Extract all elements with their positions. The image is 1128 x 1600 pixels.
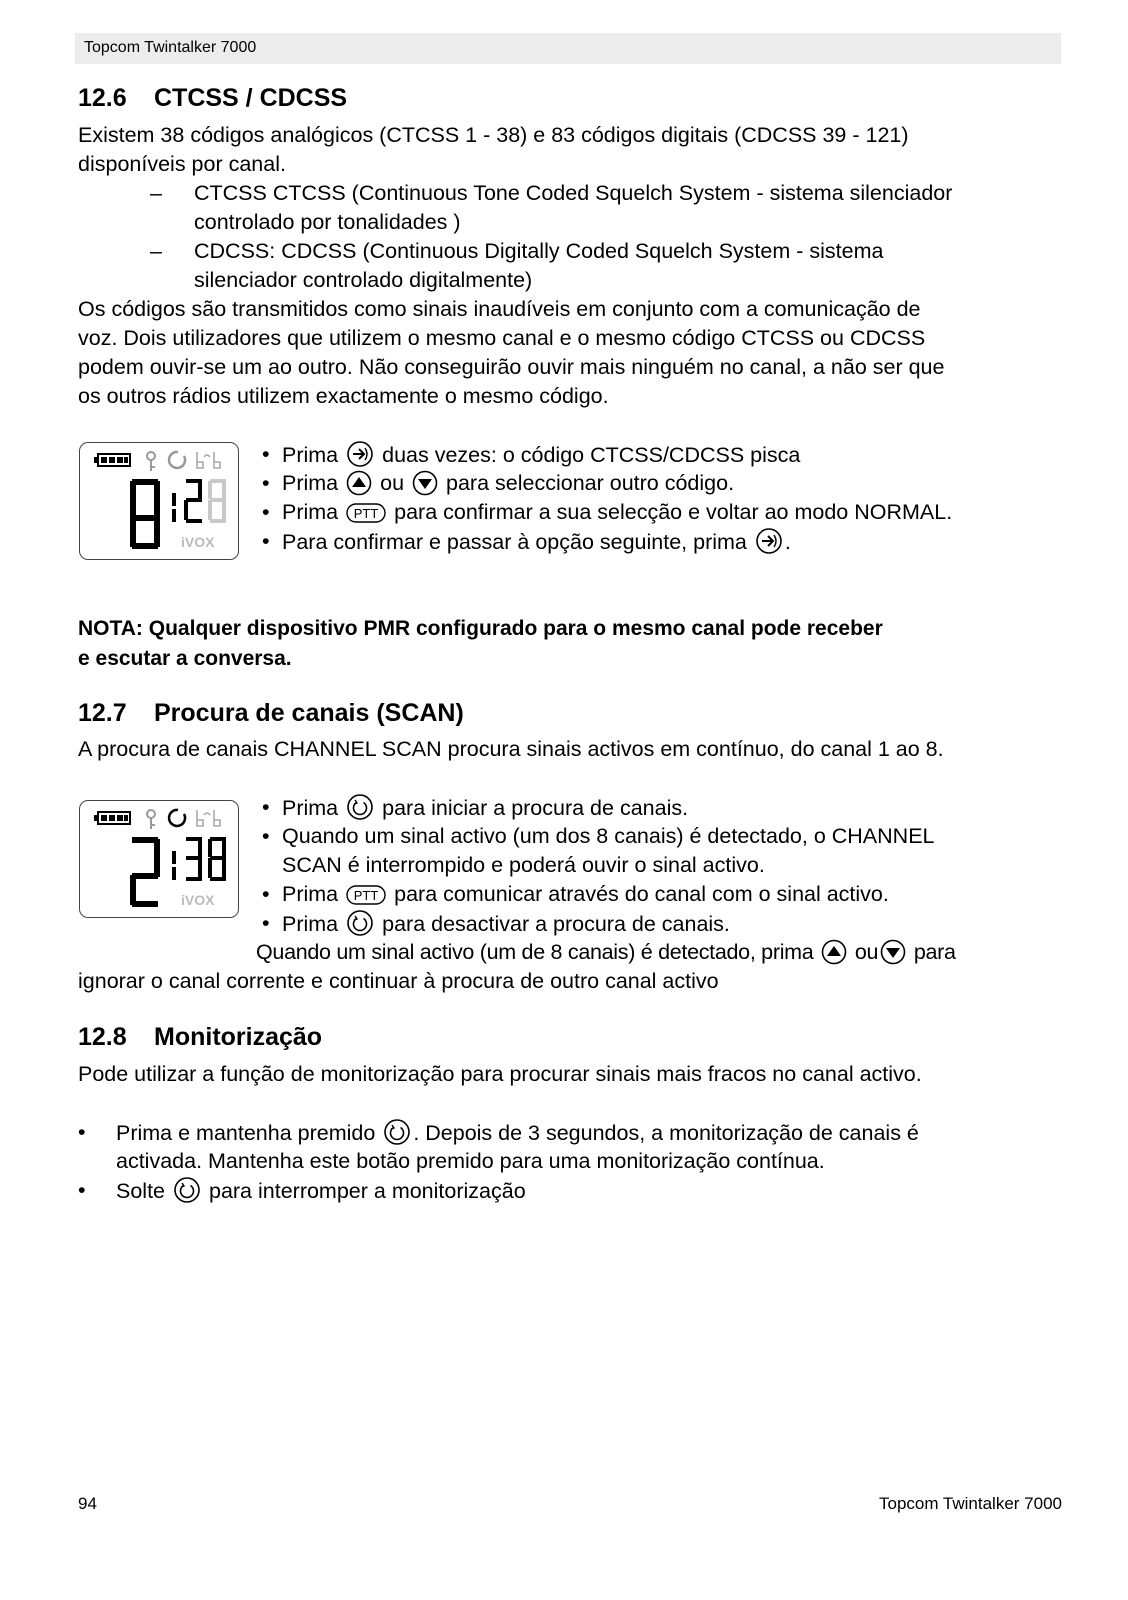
dash-text: controlado por tonalidades )	[194, 210, 461, 234]
item-text: para seleccionar outro código.	[446, 471, 735, 495]
section-heading-12-6	[78, 84, 347, 113]
para-line-3: podem ouvir-se um ao outro. Não conseguirão ouvir mais ninguém no canal, a não ser que	[78, 355, 945, 379]
bullet-marker: •	[262, 471, 270, 495]
item-text: Solte	[116, 1179, 166, 1203]
page-number: 94	[78, 1494, 97, 1513]
section-heading-12-8	[78, 1023, 322, 1052]
battery-icon	[94, 812, 130, 824]
scan-tail-line-1	[256, 938, 956, 968]
vox-label: iVOX	[181, 892, 215, 908]
scan-tail-line-2: ignorar o canal corrente e continuar à procura de outro canal activo	[78, 969, 719, 993]
item-text: Prima	[282, 471, 339, 495]
item-text: duas vezes: o código CTCSS/CDCSS pisca	[382, 443, 801, 467]
note-line-1: NOTA: Qualquer dispositivo PMR configurado para o mesmo canal pode receber	[78, 617, 883, 640]
item-text: activada. Mantenha este botão premido para uma monitorização contínua.	[116, 1149, 825, 1173]
key-lock-icon	[147, 810, 155, 829]
dash-text: silenciador controlado digitalmente)	[194, 268, 533, 292]
bullet-marker: •	[262, 824, 270, 848]
tail-text: para	[913, 940, 956, 964]
note-line-2: e escutar a conversa.	[78, 647, 292, 670]
bullet-marker: •	[78, 1178, 86, 1202]
menu-button-icon	[755, 527, 783, 555]
intro-line-1: Existem 38 códigos analógicos (CTCSS 1 - 38) e 83 códigos digitais (CDCSS 39 - 121)	[78, 123, 909, 147]
bullet-marker: •	[262, 529, 270, 553]
item-text: para desactivar a procura de canais.	[382, 912, 730, 936]
intro-line-2: disponíveis por canal.	[78, 152, 286, 176]
tail-text: ou	[854, 940, 879, 964]
para-line-4: os outros rádios utilizem exactamente o mesmo código.	[78, 384, 609, 408]
ptt-button-icon	[346, 501, 386, 525]
para-line-2: voz. Dois utilizadores que utilizem o mesmo canal e o mesmo código CTCSS ou CDCSS	[78, 326, 926, 350]
header-title: Topcom Twintalker 7000	[84, 39, 257, 56]
down-button-icon	[880, 939, 906, 965]
key-lock-icon	[147, 452, 155, 471]
item-text: SCAN é interrompido e poderá ouvir o sinal activo.	[282, 853, 765, 877]
item-text: Quando um sinal activo (um dos 8 canais) é detectado, o CHANNEL	[282, 824, 935, 848]
section-number: 12.6	[78, 84, 127, 112]
lcd-display-ctcss	[79, 442, 239, 560]
vox-label: iVOX	[181, 534, 215, 550]
dual-watch-icon	[197, 810, 220, 826]
item-text: Prima e mantenha premido	[116, 1121, 376, 1145]
para-line-1: Os códigos são transmitidos como sinais inaudíveis em conjunto com a comunicação de	[78, 297, 921, 321]
dash-marker: –	[150, 181, 162, 205]
scan-button-icon	[173, 1176, 201, 1204]
item-text: Prima	[282, 882, 339, 906]
code-digit-dim	[208, 479, 226, 523]
code-digits	[172, 837, 226, 881]
lcd-display-scan	[79, 800, 239, 918]
svg-text:PTT: PTT	[353, 506, 379, 521]
item-text: Prima	[282, 796, 339, 820]
footer-title: Topcom Twintalker 7000	[878, 1494, 1062, 1513]
section-number: 12.8	[78, 1023, 127, 1051]
bullet-marker: •	[262, 442, 270, 466]
item-text: para interromper a monitorização	[208, 1179, 526, 1203]
bullet-marker: •	[262, 911, 270, 935]
item-text: para iniciar a procura de canais.	[382, 796, 689, 820]
scan-button-icon	[383, 1118, 411, 1146]
item-text: ou	[380, 471, 405, 495]
running-header	[75, 33, 1061, 64]
up-button-icon	[821, 939, 847, 965]
section-title: Procura de canais (SCAN)	[154, 699, 464, 727]
item-text: Prima	[282, 912, 339, 936]
menu-button-icon	[346, 440, 374, 468]
scan-icon	[169, 810, 185, 826]
section-title: Monitorização	[154, 1023, 323, 1051]
bullet-marker: •	[262, 500, 270, 524]
section-title: CTCSS / CDCSS	[154, 84, 348, 112]
code-digits	[172, 479, 202, 523]
intro-line: Pode utilizar a função de monitorização para procurar sinais mais fracos no canal activo.	[78, 1062, 922, 1086]
intro-line: A procura de canais CHANNEL SCAN procura sinais activos em contínuo, do canal 1 ao 8.	[78, 737, 944, 761]
scan-button-icon	[346, 909, 374, 937]
bullet-marker: •	[78, 1120, 86, 1144]
dual-watch-icon	[197, 452, 220, 468]
item-text: Prima	[282, 500, 339, 524]
item-text: para confirmar a sua selecção e voltar ao modo NORMAL.	[394, 500, 953, 524]
item-text: para comunicar através do canal com o sinal activo.	[394, 882, 889, 906]
bullet-marker: •	[262, 882, 270, 906]
big-channel-digit	[130, 837, 160, 907]
dash-text: CTCSS CTCSS (Continuous Tone Coded Squelch System - sistema silenciador	[194, 181, 953, 205]
down-button-icon	[412, 470, 438, 496]
section-number: 12.7	[78, 699, 127, 727]
scan-button-icon	[346, 793, 374, 821]
scan-icon	[169, 452, 185, 468]
item-text: . Depois de 3 segundos, a monitorização de canais é	[413, 1121, 919, 1145]
svg-text:PTT: PTT	[353, 888, 379, 903]
dash-marker: –	[150, 239, 162, 263]
tail-text: Quando um sinal activo (um de 8 canais) é detectado, prima	[256, 940, 814, 964]
item-text: Prima	[282, 443, 339, 467]
battery-icon	[94, 454, 130, 466]
dash-text: CDCSS: CDCSS (Continuous Digitally Coded Squelch System - sistema	[194, 239, 884, 263]
ptt-button-icon	[346, 883, 386, 907]
bullet-marker: •	[262, 795, 270, 819]
section-heading-12-7	[78, 699, 464, 728]
item-text: Para confirmar e passar à opção seguinte, prima	[282, 530, 747, 554]
big-channel-digit	[130, 479, 160, 549]
item-text: .	[784, 530, 791, 554]
up-button-icon	[346, 470, 372, 496]
